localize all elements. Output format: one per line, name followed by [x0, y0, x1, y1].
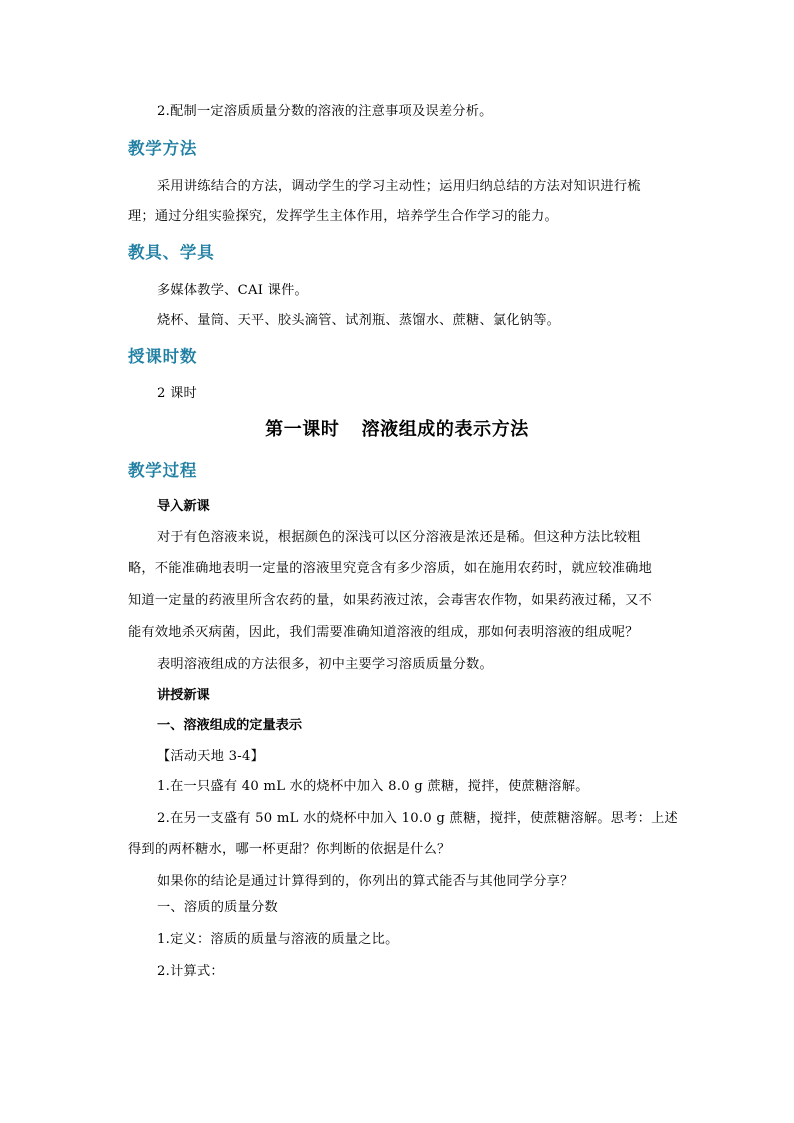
tools-line-1: 多媒体教学、CAI 课件。: [157, 283, 308, 298]
share-question: 如果你的结论是通过计算得到的，你列出的算式能否与其他同学分享？: [157, 874, 574, 889]
section-heading-hours: 授课时数: [128, 347, 198, 366]
intro-heading: 导入新课: [157, 499, 210, 514]
difficulty-item-2: 2.配制一定溶质质量分数的溶液的注意事项及误差分析。: [157, 104, 493, 119]
lesson-title: [0, 417, 794, 443]
methods-paragraph-line-1: 采用讲练结合的方法，调动学生的学习主动性；运用归纳总结的方法对知识进行梳: [157, 179, 641, 194]
methods-paragraph-line-2: 理；通过分组实验探究，发挥学生主体作用，培养学生合作学习的能力。: [128, 209, 558, 224]
new-lesson-heading: 讲授新课: [157, 688, 210, 703]
section-heading-tools: 教具、学具: [128, 243, 215, 262]
lesson-title-part-1: 第一课时: [265, 419, 340, 440]
section-1-heading: 一、溶液组成的定量表示: [157, 718, 303, 733]
section-heading-methods: 教学方法: [128, 139, 198, 158]
activity-label: 【活动天地 3-4】: [157, 749, 265, 764]
intro-paragraph-line-3: 知道一定量的药液里所含农药的量，如果药液过浓，会毒害农作物，如果药液过稀，又不: [128, 593, 653, 608]
definition-line: 1.定义：溶质的质量与溶液的质量之比。: [157, 932, 399, 947]
activity-step-2-line-1: 2.在另一支盛有 50 mL 水的烧杯中加入 10.0 g 蔗糖，搅拌，使蔗糖溶解。思考：上述: [157, 811, 678, 826]
activity-step-2-line-2: 得到的两杯糖水，哪一杯更甜？你判断的依据是什么？: [128, 842, 451, 857]
subsection-mass-fraction: 一、溶质的质量分数: [157, 900, 278, 915]
intro-paragraph-2: 表明溶液组成的方法很多，初中主要学习溶质质量分数。: [157, 657, 493, 672]
lesson-title-part-2: 溶液组成的表示方法: [361, 419, 529, 440]
intro-paragraph-line-4: 能有效地杀灭病菌，因此，我们需要准确知道溶液的组成，那如何表明溶液的组成呢？: [128, 625, 639, 640]
section-heading-process: 教学过程: [128, 461, 198, 480]
tools-line-2: 烧杯、量筒、天平、胶头滴管、试剂瓶、蒸馏水、蔗糖、氯化钠等。: [157, 313, 561, 328]
hours-value: 2 课时: [157, 386, 197, 401]
formula-label: 2.计算式：: [157, 964, 224, 979]
intro-paragraph-line-2: 略，不能准确地表明一定量的溶液里究竟含有多少溶质，如在施用农药时，就应较准确地: [128, 561, 653, 576]
intro-paragraph-line-1: 对于有色溶液来说，根据颜色的深浅可以区分溶液是浓还是稀。但这种方法比较粗: [157, 530, 641, 545]
activity-step-1: 1.在一只盛有 40 mL 水的烧杯中加入 8.0 g 蔗糖，搅拌，使蔗糖溶解。: [157, 779, 589, 794]
